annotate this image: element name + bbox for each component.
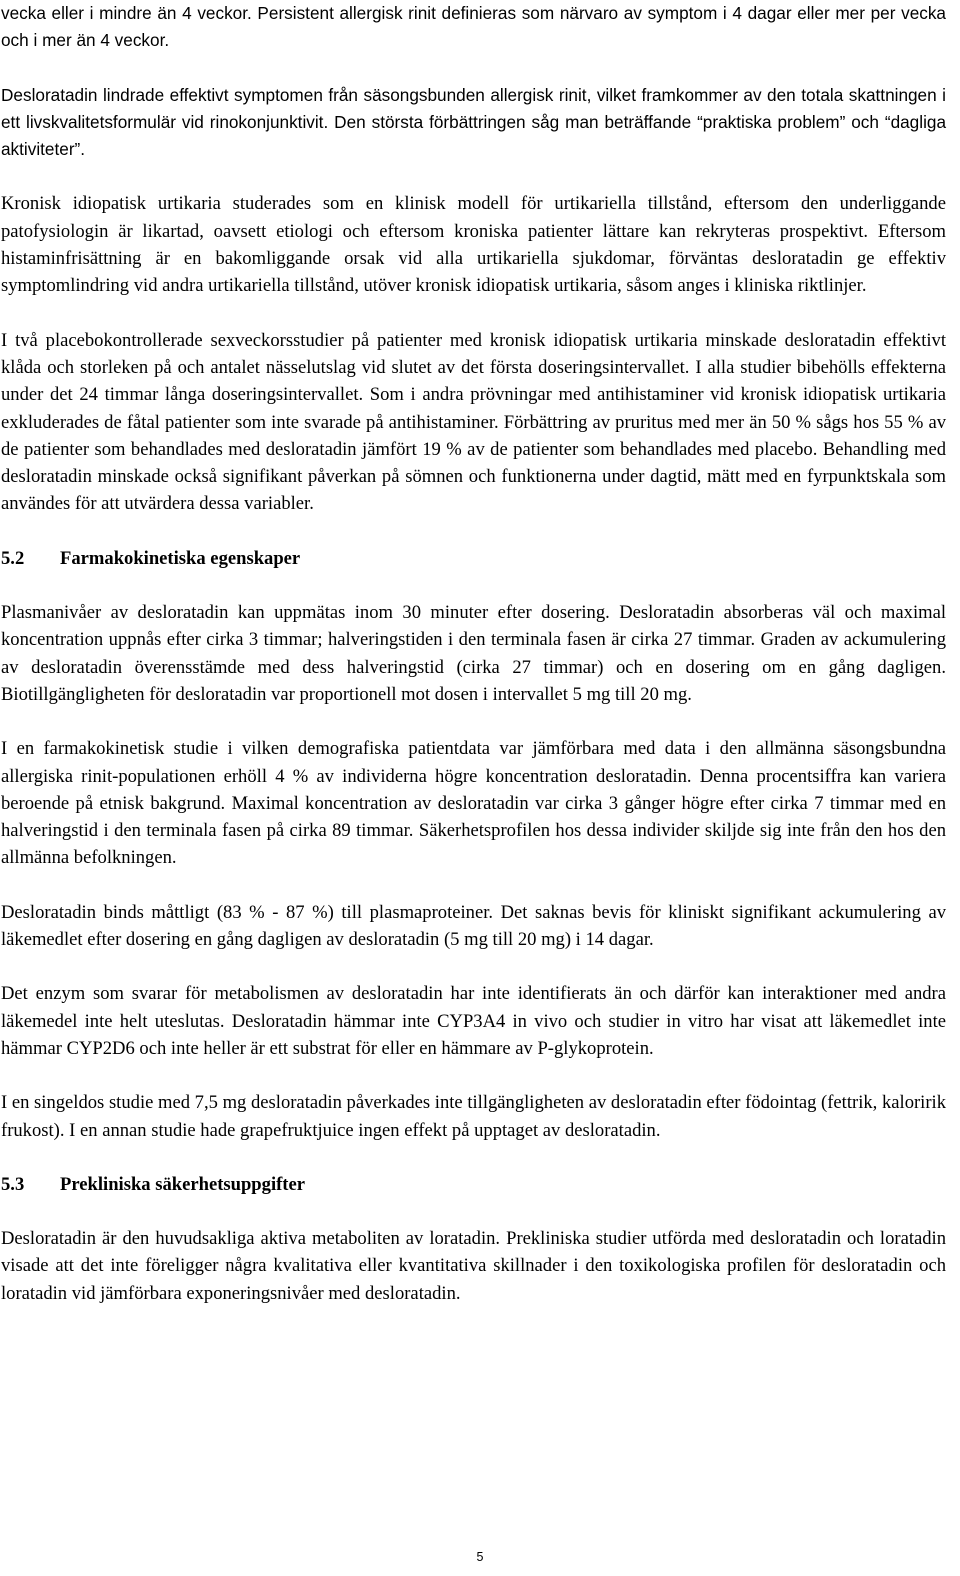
section-heading-5-3 bbox=[1, 1171, 946, 1198]
paragraph-pk-demographics: I en farmakokinetisk studie i vilken demografiska patientdata var jämförbara med data i den allmänna säsongsbundna allergiska rinit-populationen erhöll 4 % av individerna högre koncentration desloratadin. Denna procentsiffra kan variera beroende på etnisk bakgrund. Maximal koncentration av desloratadin var cirka 3 gånger högre efter cirka 7 timmar med en halveringstid i den terminala fasen på cirka 89 timmar. Säkerhetsprofilen hos dessa individer skiljde sig inte från den hos den allmänna befolkningen. bbox=[1, 738, 946, 869]
paragraph-urtikaria-model: Kronisk idiopatisk urtikaria studerades som en klinisk modell för urtikariella tillstånd, eftersom den underliggande patofysiologin är likartad, oavsett etiologi och eftersom kroniska patienter lättare kan rekryteras prospektivt. Eftersom histaminfrisättning är en bakomliggande orsak vid alla urtikariella sjukdomar, förväntas desloratadin ge effektiv symptomlindring vid andra urtikariella tillstånd, utöver kronisk idiopatisk urtikaria, såsom anges i kliniska riktlinjer. bbox=[1, 193, 946, 297]
section-number: 5.3 bbox=[1, 1173, 25, 1195]
paragraph-placebo-studies: I två placebokontrollerade sexveckorsstudier på patienter med kronisk idiopatisk urtikaria minskade desloratadin effektivt klåda och storleken på och antalet nässelutslag vid slutet av det första doseringsintervallet. I alla studier bibehölls effekterna under det 24 timmar långa doseringsintervallet. Som i andra prövningar med antihistaminer vid kronisk idiopatisk urtikaria exkluderades de fåtal patienter som inte svarade på antihistaminer. Förbättring av pruritus med mer än 50 % sågs hos 55 % av de patienter som behandlades med desloratadin jämfört 19 % av de patienter som behandlades med placebo. Behandling med desloratadin minskade också signifikant påverkan på sömnen och funktionerna under dagtid, mätt med en fyrpunktskala som användes för att utvärdera dessa variabler. bbox=[1, 329, 946, 515]
paragraph-rinit-definition: vecka eller i mindre än 4 veckor. Persistent allergisk rinit definieras som närvaro av symptom i 4 dagar eller mer per vecka och i mer än 4 veckor. bbox=[1, 3, 946, 51]
section-number: 5.2 bbox=[1, 547, 25, 569]
paragraph-pk-metabolism: Det enzym som svarar för metabolismen av desloratadin har inte identifierats än och därför kan interaktioner med andra läkemedel inte helt uteslutas. Desloratadin hämmar inte CYP3A4 in vivo och studier in vitro har visat att läkemedlet inte hämmar CYP2D6 och inte heller är ett substrat för eller en hämmare av P-glykoprotein. bbox=[1, 983, 946, 1059]
paragraph-pk-food: I en singeldos studie med 7,5 mg desloratadin påverkades inte tillgängligheten av desloratadin efter födointag (fettrik, kaloririk frukost). I en annan studie hade grapefruktjuice ingen effekt på upptaget av desloratadin. bbox=[1, 1092, 946, 1141]
paragraph-rinit-efficacy: Desloratadin lindrade effektivt symptomen från säsongsbunden allergisk rinit, vilket framkommer av den totala skattningen i ett livskvalitetsformulär vid rinokonjunktivit. Den största förbättringen såg man beträffande “praktiska problem” och “dagliga aktiviteter”. bbox=[1, 84, 946, 160]
section-title: Farmakokinetiska egenskaper bbox=[60, 547, 301, 569]
paragraph-preclinical: Desloratadin är den huvudsakliga aktiva metaboliten av loratadin. Prekliniska studier utförda med desloratadin och loratadin visade att det inte föreligger några kvalitativa eller kvantitativa skillnader i den toxikologiska profilen för desloratadin och loratadin vid jämförbara exponeringsnivåer med desloratadin. bbox=[1, 1228, 946, 1304]
paragraph-pk-plasma: Plasmanivåer av desloratadin kan uppmätas inom 30 minuter efter dosering. Desloratadin absorberas väl och maximal koncentration uppnås efter cirka 3 timmar; halveringstiden i den terminala fasen är cirka 27 timmar. Graden av ackumulering av desloratadin överensstämde med dess halveringstid (cirka 27 timmar) och en dosering om en gång dagligen. Biotillgängligheten för desloratadin var proportionell mot dosen i intervallet 5 mg till 20 mg. bbox=[1, 602, 946, 705]
paragraph-pk-protein-binding: Desloratadin binds måttligt (83 % - 87 %) till plasmaproteiner. Det saknas bevis för kliniskt signifikant ackumulering av läkemedlet efter dosering en gång dagligen av desloratadin (5 mg till 20 mg) i 14 dagar. bbox=[1, 901, 946, 951]
section-title: Prekliniska säkerhetsuppgifter bbox=[60, 1173, 306, 1195]
section-heading-5-2 bbox=[1, 545, 946, 572]
page-number: 5 bbox=[476, 1550, 484, 1564]
